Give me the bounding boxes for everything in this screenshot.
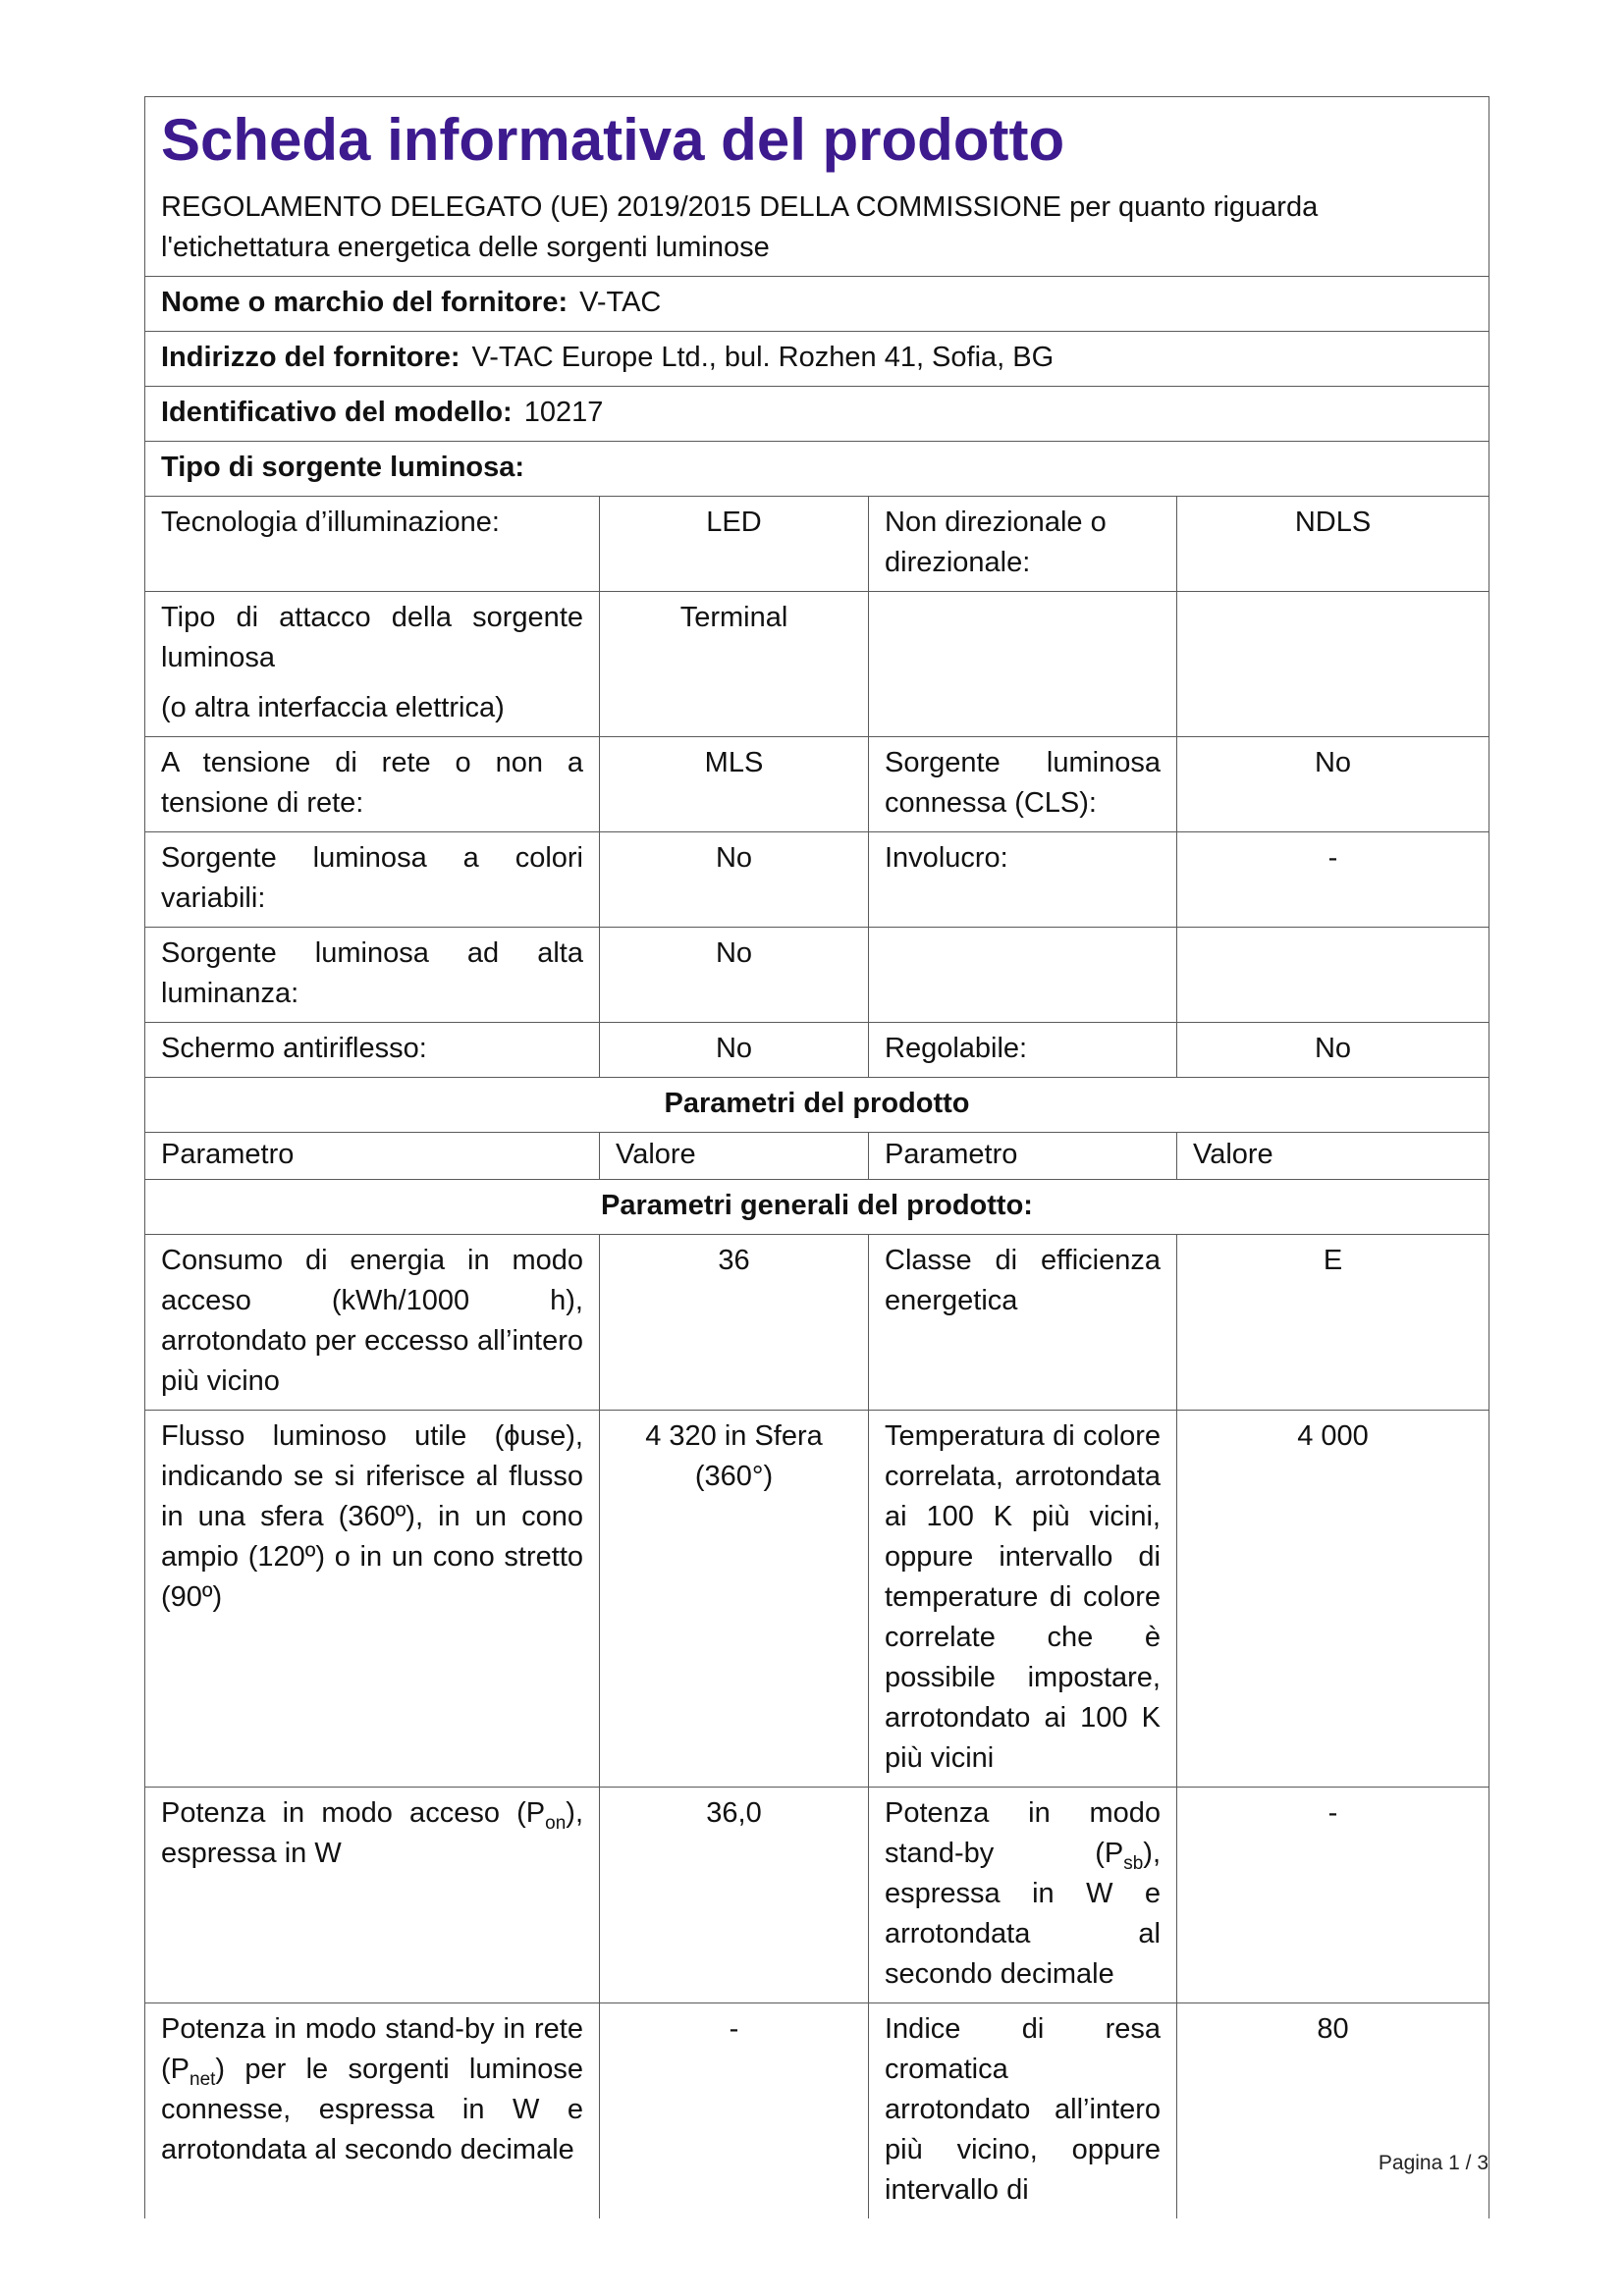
light-source-type-row [145,442,1489,497]
param-label: Regolabile: [869,1023,1177,1078]
param-value: No [1177,1023,1489,1078]
param-value: No [600,832,869,928]
table-row [145,592,1489,737]
param-label-note: (o altra interfaccia elettrica) [161,692,505,723]
supplier-name-row [145,277,1489,332]
param-label: A tensione di rete o non a tensione di rete: [145,737,600,832]
col-header-value: Valore [600,1133,869,1180]
table-row [145,832,1489,928]
col-header-param: Parametro [869,1133,1177,1180]
regulation-text: REGOLAMENTO DELEGATO (UE) 2019/2015 DELLA COMMISSIONE per quanto riguarda l'etichettatura energetica delle sorgenti luminose [161,191,1319,263]
param-label: Tecnologia d’illuminazione: [145,497,600,592]
param-label: Schermo antiriflesso: [145,1023,600,1078]
table-row [145,1411,1489,1788]
supplier-name-value: V-TAC [579,287,662,318]
table-row [145,1023,1489,1078]
table-row [145,737,1489,832]
pon-subscript: on [545,1812,567,1834]
col-header-value: Valore [1177,1133,1489,1180]
supplier-address-label: Indirizzo del fornitore: [161,342,460,373]
table-row [145,1235,1489,1411]
param-label [869,592,1177,737]
param-label: Tipo di attacco della sorgente luminosa [161,602,583,673]
param-value [1177,592,1489,737]
param-value: - [1177,832,1489,928]
table-row [145,928,1489,1023]
param-label: Sorgente luminosa connessa (CLS): [869,737,1177,832]
param-label: Involucro: [869,832,1177,928]
param-label: Consumo di energia in modo acceso (kWh/1000 h), arrotondato per eccesso all’intero più vicino [145,1235,600,1411]
param-value: No [600,1023,869,1078]
table-row [145,2003,1489,2219]
product-params-heading: Parametri del prodotto [145,1078,1489,1133]
param-value [1177,928,1489,1023]
param-label [869,1788,1177,2003]
model-id-row [145,387,1489,442]
page-title: Scheda informativa del prodotto [161,107,1065,173]
param-value: - [600,2003,869,2219]
param-value: 4 000 [1177,1411,1489,1788]
title-row [145,97,1489,277]
model-id-label: Identificativo del modello: [161,397,513,428]
param-label: Temperatura di colore correlata, arrotondata ai 100 K più vicini, oppure intervallo di temperature di colore correlate che è possibile impostare, arrotondato ai 100 K più vicini [869,1411,1177,1788]
psb-label-start: Potenza in modo stand-by (P [885,1797,1161,1869]
pon-label-start: Potenza in modo acceso (P [161,1797,546,1829]
param-value: 80 [1177,2003,1489,2219]
column-header-row [145,1133,1489,1180]
param-value: - [1177,1788,1489,2003]
product-info-sheet [144,96,1489,2218]
page-number: Pagina 1 / 3 [1378,2152,1489,2174]
col-header-param: Parametro [145,1133,600,1180]
param-value: E [1177,1235,1489,1411]
param-label: Indice di resa cromatica arrotondato all’intero più vicino, oppure intervallo di [869,2003,1177,2219]
psb-subscript: sb [1123,1852,1144,1874]
pnet-label-end: ) per le sorgenti luminose connesse, espressa in W e arrotondata al secondo decimale [161,2054,583,2165]
param-label: Sorgente luminosa ad alta luminanza: [145,928,600,1023]
param-value: NDLS [1177,497,1489,592]
supplier-name-label: Nome o marchio del fornitore: [161,287,568,318]
param-label [145,1788,600,2003]
param-value: 4 320 in Sfera (360°) [600,1411,869,1788]
supplier-address-row [145,332,1489,387]
param-label: Flusso luminoso utile (ϕuse), indicando se si riferisce al flusso in una sfera (360º), in un cono ampio (120º) o in un cono stretto (90º) [145,1411,600,1788]
param-value: 36,0 [600,1788,869,2003]
general-params-heading: Parametri generali del prodotto: [145,1180,1489,1235]
light-source-type-label: Tipo di sorgente luminosa: [161,452,525,483]
param-label [145,2003,600,2219]
supplier-address-value: V-TAC Europe Ltd., bul. Rozhen 41, Sofia, BG [471,342,1055,373]
param-label: Sorgente luminosa a colori variabili: [145,832,600,928]
section-header-row [145,1078,1489,1133]
param-value: MLS [600,737,869,832]
pon-label-end: ), espressa in W [161,1797,583,1869]
param-label [869,928,1177,1023]
pnet-subscript: net [189,2068,216,2090]
param-value: LED [600,497,869,592]
param-label: Non direzionale o direzionale: [869,497,1177,592]
param-label: Classe di efficienza energetica [869,1235,1177,1411]
param-value: No [1177,737,1489,832]
param-value: No [600,928,869,1023]
model-id-value: 10217 [523,397,604,428]
section-header-row [145,1180,1489,1235]
table-row [145,497,1489,592]
param-value: 36 [600,1235,869,1411]
table-row [145,1788,1489,2003]
pnet-label-start: Potenza in modo stand-by in rete (P [161,2013,583,2085]
psb-label-end: ), espressa in W e arrotondata al secondo decimale [885,1838,1161,1990]
param-value: Terminal [600,592,869,737]
